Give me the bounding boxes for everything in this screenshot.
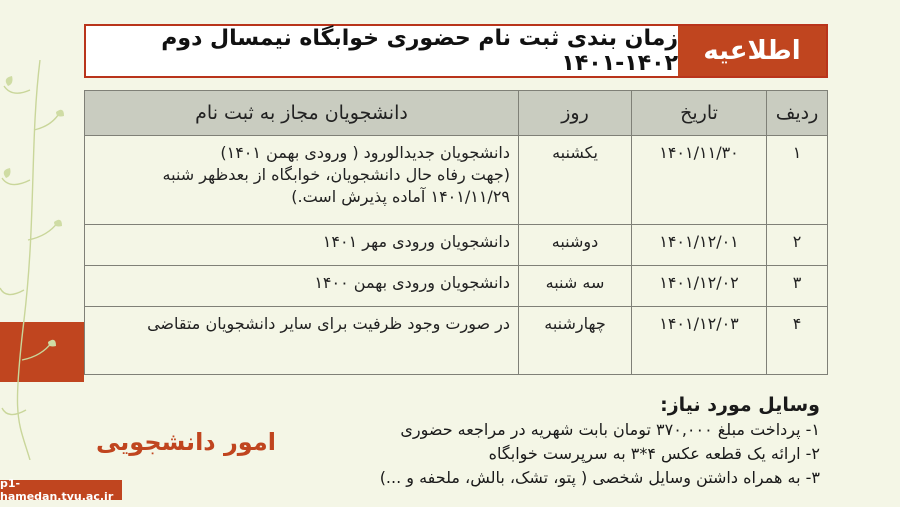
row-day: دوشنبه [519, 225, 632, 266]
row-description [85, 225, 519, 266]
description-line: ۱۴۰۱/۱۱/۲۹ آماده پذیرش است.) [291, 187, 510, 206]
row-date: ۱۴۰۱/۱۱/۳۰ [632, 136, 767, 225]
column-header-students: دانشجویان مجاز به ثبت نام [85, 91, 519, 136]
table-header-row [85, 91, 828, 136]
row-date: ۱۴۰۱/۱۲/۰۲ [632, 266, 767, 307]
description-line: (جهت رفاه حال دانشجویان، خوابگاه از بعدظهر شنبه [162, 165, 510, 184]
column-header-day: روز [519, 91, 632, 136]
row-index: ۳ [767, 266, 828, 307]
table-row [85, 266, 828, 307]
table-row [85, 307, 828, 375]
row-index: ۲ [767, 225, 828, 266]
description-line: دانشجویان ورودی بهمن ۱۴۰۰ [314, 273, 510, 292]
row-index: ۱ [767, 136, 828, 225]
row-description [85, 307, 519, 375]
requirements-title: وسایل مورد نیاز: [660, 394, 820, 416]
description-line: دانشجویان ورودی مهر ۱۴۰۱ [322, 232, 510, 251]
row-description [85, 136, 519, 225]
website-footer: p1-hamedan.tvu.ac.ir [0, 480, 122, 500]
row-day: یکشنبه [519, 136, 632, 225]
row-index: ۴ [767, 307, 828, 375]
table-row [85, 136, 828, 225]
row-day: چهارشنبه [519, 307, 632, 375]
requirement-item: ۱- پرداخت مبلغ ۳۷۰,۰۰۰ تومان بابت شهریه در مراجعه حضوری [400, 420, 820, 439]
row-description [85, 266, 519, 307]
row-date: ۱۴۰۱/۱۲/۰۱ [632, 225, 767, 266]
description-line: دانشجویان جدیدالورود ( ورودی بهمن ۱۴۰۱) [220, 143, 510, 162]
announcement-title: زمان بندی ثبت نام حضوری خوابگاه نیمسال دوم ۱۴۰۲-۱۴۰۱ [161, 26, 678, 76]
row-day: سه شنبه [519, 266, 632, 307]
vine-decoration [0, 60, 80, 460]
announcement-header [84, 24, 828, 78]
description-line: در صورت وجود ظرفیت برای سایر دانشجویان متقاضی [147, 314, 510, 333]
requirement-item: ۲- ارائه یک قطعه عکس ۴*۳ به سرپرست خوابگاه [488, 444, 820, 463]
column-header-date: تاریخ [632, 91, 767, 136]
requirement-item: ۳- به همراه داشتن وسایل شخصی ( پتو، تشک، بالش، ملحفه و ...) [379, 468, 820, 487]
department-signature: امور دانشجویی [96, 428, 276, 456]
column-header-index: ردیف [767, 91, 828, 136]
table-row [85, 225, 828, 266]
requirements-section [280, 394, 820, 490]
announcement-badge: اطلاعیه [678, 26, 826, 76]
schedule-table [84, 90, 828, 375]
row-date: ۱۴۰۱/۱۲/۰۳ [632, 307, 767, 375]
